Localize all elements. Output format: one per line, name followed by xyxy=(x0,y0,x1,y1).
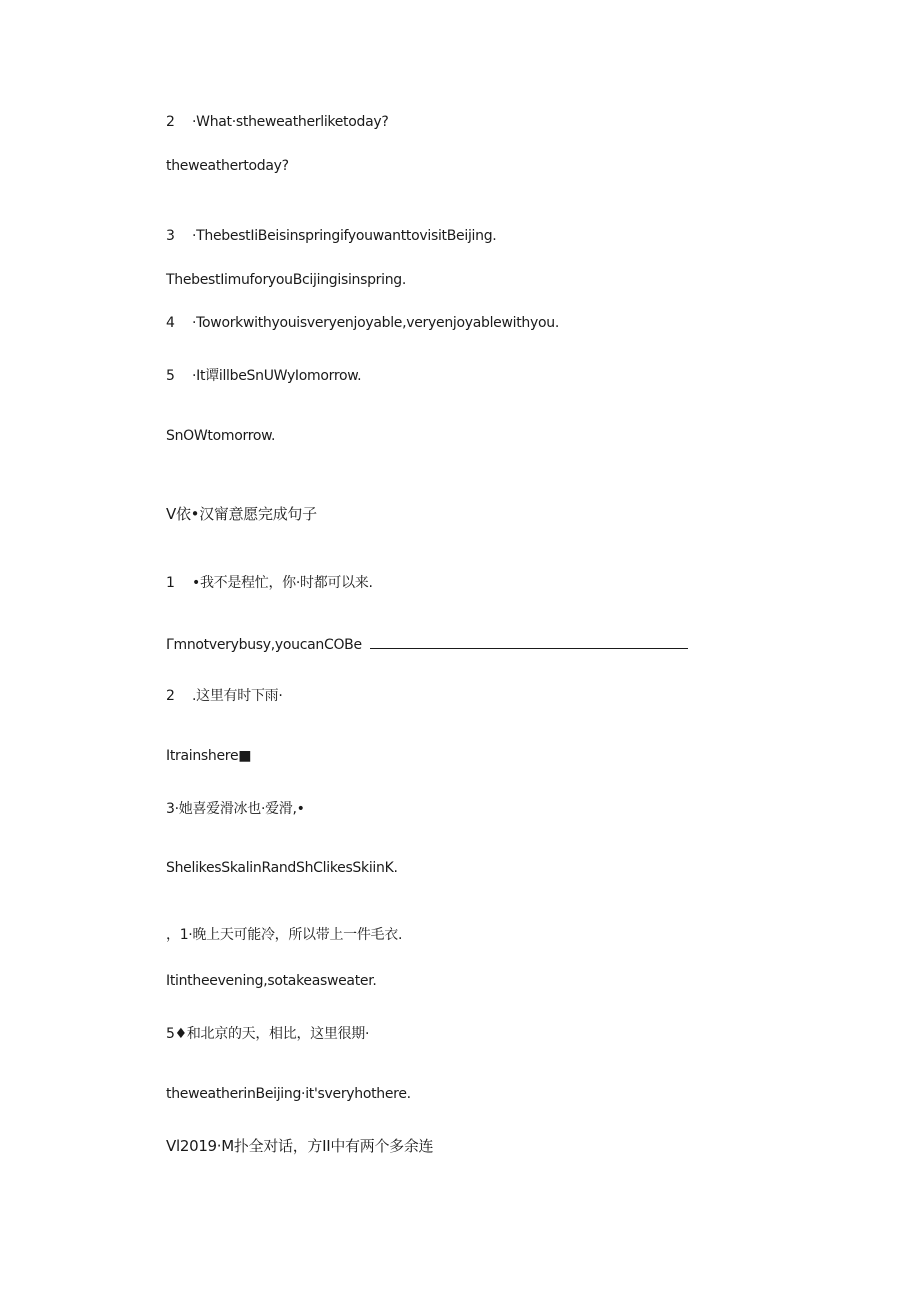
translate-3-answer xyxy=(166,860,398,876)
answer-text: Γmnotverybusy,youcanCOBe xyxy=(166,637,362,653)
answer-text: SnOWtomorrow. xyxy=(166,428,276,444)
question-text: ，1·晚上天可能冷，所以带上一件毛衣. xyxy=(166,927,403,943)
answer-text: ThebestIimuforyouBcijingisinspring. xyxy=(166,272,407,288)
question-number: 3 xyxy=(166,228,175,244)
section-title: V依•汉甯意愿完成句子 xyxy=(166,505,317,523)
translate-5-prompt xyxy=(166,1023,369,1043)
translate-2-prompt xyxy=(166,685,283,705)
section-heading-vi xyxy=(166,1135,433,1156)
question-number: 5 xyxy=(166,368,175,384)
question-number: 1 xyxy=(166,575,175,591)
question-text: .这里有时下雨· xyxy=(192,688,283,704)
question-number: 2 xyxy=(166,114,175,130)
question-text: •我不是程忙，你·时都可以来. xyxy=(192,575,373,591)
answer-text: ShelikesSkalinRandShClikesSkiinK. xyxy=(166,860,398,876)
question-text: 5♦和北京的天，相比，这里很期· xyxy=(166,1026,370,1042)
question-2-rewrite xyxy=(166,158,289,174)
question-4-source xyxy=(166,315,559,331)
translate-4-answer xyxy=(166,973,377,989)
question-text: ·Toworkwithyouisveryenjoyable,veryenjoyablewithyou. xyxy=(192,315,559,331)
translate-4-prompt xyxy=(166,924,402,944)
question-3-source xyxy=(166,228,496,244)
translate-1-prompt xyxy=(166,572,373,592)
question-number: 2 xyxy=(166,688,175,704)
question-text: 3·她喜爱滑冰也·爱滑,• xyxy=(166,801,305,817)
translate-5-answer xyxy=(166,1086,411,1102)
translate-3-prompt xyxy=(166,798,305,818)
question-2-source xyxy=(166,114,388,130)
answer-blank[interactable] xyxy=(370,636,688,649)
section-title: Vl2019·M扑全对话，方II中有两个多余连 xyxy=(166,1137,434,1155)
question-3-rewrite xyxy=(166,272,406,288)
question-text: ·ThebestIiBeisinspringifyouwanttovisitBeijing. xyxy=(192,228,497,244)
translate-1-answer xyxy=(166,636,688,653)
answer-text: theweatherinBeijing·it'sveryhothere. xyxy=(166,1086,411,1102)
translate-2-answer xyxy=(166,748,251,764)
question-text: ·It谭illbeSnUWyIomorrow. xyxy=(192,368,362,384)
section-heading-v xyxy=(166,503,317,524)
question-5-source xyxy=(166,365,361,385)
answer-text: theweathertoday? xyxy=(166,158,289,174)
question-5-rewrite xyxy=(166,428,275,444)
question-text: ·What·stheweatherliketoday? xyxy=(192,114,389,130)
question-number: 4 xyxy=(166,315,175,331)
answer-text: Itrainshere■ xyxy=(166,748,252,764)
answer-text: Itintheevening,sotakeasweater. xyxy=(166,973,377,989)
